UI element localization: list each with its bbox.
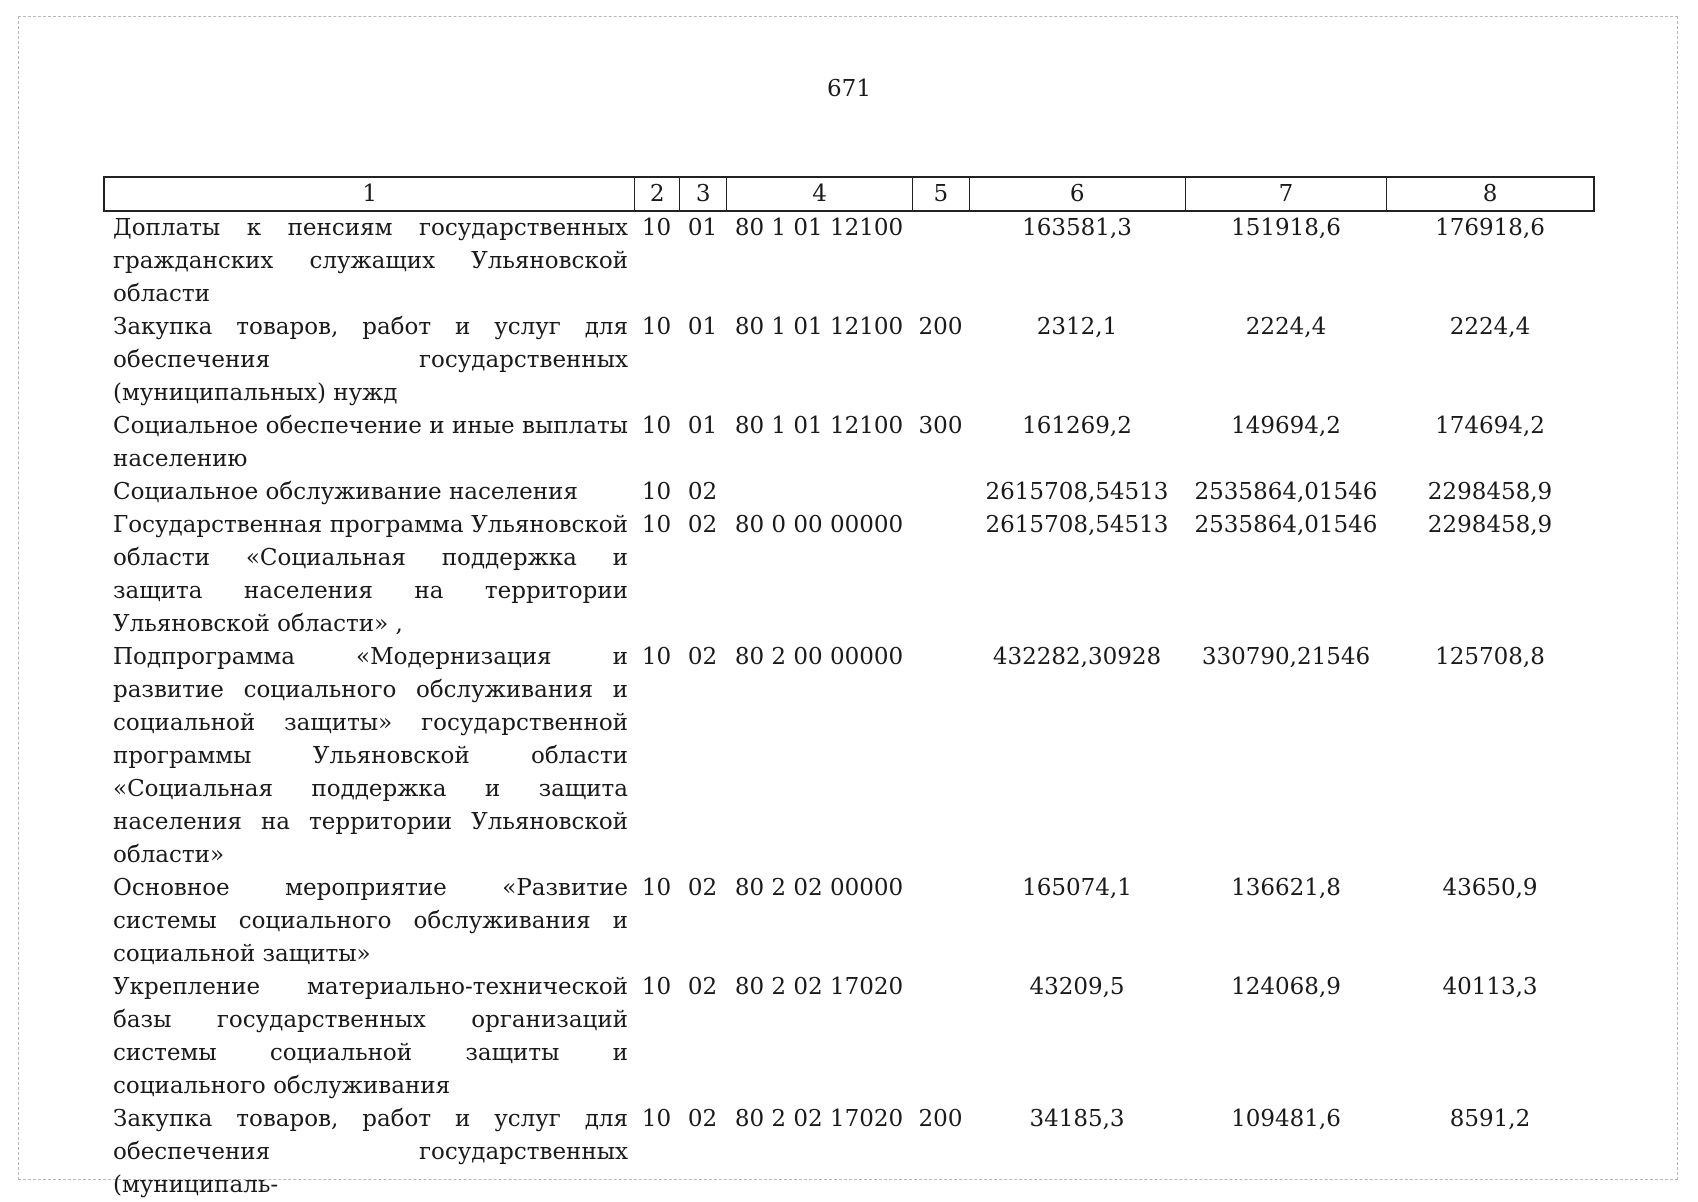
row-expense-type: 300: [918, 413, 963, 439]
row-value-7: 149694,2: [1231, 413, 1341, 439]
table-row: [103, 872, 1595, 971]
row-section: 10: [641, 644, 672, 670]
row-value-6: 165074,1: [1022, 875, 1132, 901]
row-value-8: 176918,6: [1435, 215, 1545, 241]
row-value-8: 40113,3: [1442, 974, 1538, 1000]
row-target-code: 80 0 00 00000: [734, 512, 904, 538]
row-section: 10: [641, 314, 672, 340]
row-subsection: 02: [687, 875, 718, 901]
header-col-8: 8: [1482, 181, 1498, 207]
row-expense-type: [912, 509, 969, 641]
row-expense-type: [912, 212, 969, 311]
row-value-8: 43650,9: [1442, 875, 1538, 901]
table-header-row: [103, 176, 1595, 212]
table-row: [103, 641, 1595, 872]
row-expense-type: [912, 971, 969, 1103]
row-expense-type: [912, 476, 969, 509]
row-subsection: 01: [687, 215, 718, 241]
row-subsection: 01: [687, 413, 718, 439]
row-subsection: 02: [687, 974, 718, 1000]
table-row: [103, 212, 1595, 311]
header-col-1: 1: [105, 178, 635, 210]
row-expense-type: 200: [918, 1106, 963, 1132]
row-name: Закупка товаров, работ и услуг для обеспечения государственных (муниципальных) нужд: [113, 314, 628, 406]
row-target-code: 80 2 00 00000: [734, 644, 904, 670]
row-value-8: 2298458,9: [1427, 479, 1553, 505]
row-target-code: 80 2 02 17020: [734, 974, 904, 1000]
header-col-5: 5: [913, 178, 970, 210]
row-expense-type: 200: [918, 314, 963, 340]
header-col-2: 2: [635, 178, 680, 210]
header-col-6: 6: [970, 178, 1186, 210]
header-col-3: 3: [680, 178, 727, 210]
row-name: Подпрограмма «Модернизация и развитие социального обслуживания и социальной защиты» государственной программы Ульяновской области «Социальная поддержка и защита населения на территории Ульяновской области»: [113, 644, 628, 868]
table-row: [103, 509, 1595, 641]
row-target-code: [726, 476, 912, 509]
row-name: Социальное обеспечение и иные выплаты населению: [113, 413, 628, 472]
header-col-4: 4: [727, 178, 913, 210]
row-expense-type: [912, 872, 969, 971]
row-value-6: 43209,5: [1029, 974, 1125, 1000]
row-target-code: 80 2 02 17020: [734, 1106, 904, 1132]
row-value-6: 2312,1: [1036, 314, 1118, 340]
row-value-7: 124068,9: [1231, 974, 1341, 1000]
header-col-7: 7: [1186, 178, 1388, 210]
row-subsection: 02: [687, 644, 718, 670]
row-section: 10: [641, 974, 672, 1000]
row-value-7: 2535864,01546: [1194, 512, 1378, 538]
table-row: [103, 476, 1595, 509]
row-name: Государственная программа Ульяновской области «Социальная поддержка и защита населения на территории Ульяновской области» ,: [113, 512, 628, 637]
row-value-7: 151918,6: [1231, 215, 1341, 241]
table-row: [103, 1103, 1595, 1202]
row-name: Социальное обслуживание населения: [113, 479, 578, 505]
row-section: 10: [641, 875, 672, 901]
row-value-6: 2615708,54513: [985, 512, 1169, 538]
row-name: Доплаты к пенсиям государственных гражданских служащих Ульяновской области: [113, 215, 628, 307]
row-value-8: 2224,4: [1449, 314, 1531, 340]
row-value-7: 2224,4: [1245, 314, 1327, 340]
table-row: [103, 311, 1595, 410]
row-value-7: 330790,21546: [1201, 644, 1371, 670]
row-subsection: 02: [687, 1106, 718, 1132]
row-subsection: 02: [687, 512, 718, 538]
page-number: 671: [827, 76, 871, 102]
table-row: [103, 410, 1595, 476]
row-target-code: 80 1 01 12100: [734, 215, 904, 241]
row-value-6: 2615708,54513: [985, 479, 1169, 505]
row-subsection: 02: [687, 479, 718, 505]
row-value-8: 174694,2: [1435, 413, 1545, 439]
row-section: 10: [641, 413, 672, 439]
row-subsection: 01: [687, 314, 718, 340]
row-value-6: 34185,3: [1029, 1106, 1125, 1132]
row-value-7: 2535864,01546: [1194, 479, 1378, 505]
table-row: [103, 971, 1595, 1103]
row-value-6: 161269,2: [1022, 413, 1132, 439]
row-section: 10: [641, 479, 672, 505]
row-name: Основное мероприятие «Развитие системы социального обслуживания и социальной защиты»: [113, 875, 628, 967]
row-target-code: 80 1 01 12100: [734, 413, 904, 439]
row-value-7: 109481,6: [1231, 1106, 1341, 1132]
row-name: Закупка товаров, работ и услуг для обеспечения государственных (муниципаль-: [113, 1106, 628, 1198]
row-value-6: 432282,30928: [992, 644, 1162, 670]
row-expense-type: [912, 641, 969, 872]
row-value-8: 125708,8: [1435, 644, 1545, 670]
row-value-7: 136621,8: [1231, 875, 1341, 901]
row-target-code: 80 2 02 00000: [734, 875, 904, 901]
row-name: Укрепление материально-технической базы государственных организаций системы социальной защиты и социального обслуживания: [113, 974, 628, 1099]
row-value-8: 2298458,9: [1427, 512, 1553, 538]
row-value-6: 163581,3: [1022, 215, 1132, 241]
row-value-8: 8591,2: [1449, 1106, 1531, 1132]
row-target-code: 80 1 01 12100: [734, 314, 904, 340]
row-section: 10: [641, 512, 672, 538]
row-section: 10: [641, 215, 672, 241]
table-body: [103, 212, 1595, 1202]
row-section: 10: [641, 1106, 672, 1132]
